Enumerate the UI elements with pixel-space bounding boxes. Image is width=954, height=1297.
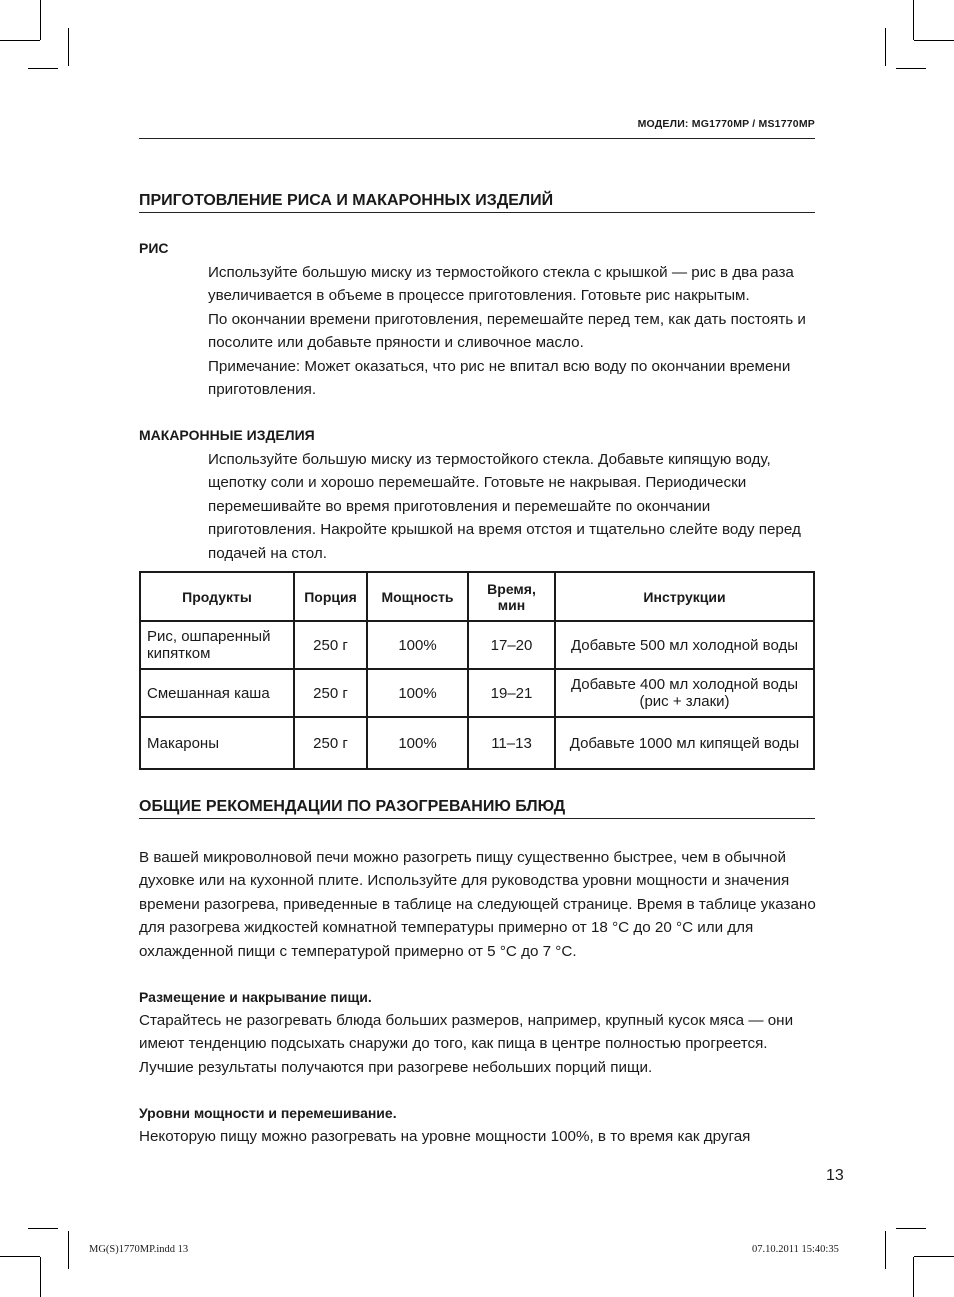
rice-text — [208, 261, 820, 401]
crop-mark — [68, 1231, 69, 1269]
power-title: Уровни мощности и перемешивание. — [139, 1105, 397, 1121]
table-cell-power: 100% — [367, 717, 468, 769]
page-number: 13 — [826, 1167, 844, 1184]
table-cell-power: 100% — [367, 669, 468, 717]
table-header-row — [140, 572, 814, 621]
crop-mark — [0, 40, 40, 41]
crop-mark — [896, 68, 926, 69]
table-cell-power: 100% — [367, 621, 468, 669]
crop-mark — [885, 1231, 886, 1269]
power-text-block — [139, 1125, 819, 1148]
date-slug: 07.10.2011 15:40:35 — [752, 1244, 839, 1255]
table-cell-instructions: Добавьте 1000 мл кипящей воды — [555, 717, 814, 769]
table-cell-portion: 250 г — [294, 621, 367, 669]
table-cell-portion: 250 г — [294, 717, 367, 769]
subsection-title-pasta: МАКАРОННЫЕ ИЗДЕЛИЯ — [139, 427, 315, 443]
rice-paragraph-2: По окончании времени приготовления, перемешайте перед тем, как дать постоять и посолите или добавьте пряности и сливочное масло. — [208, 310, 806, 352]
file-slug: MG(S)1770MP.indd 13 — [89, 1244, 189, 1255]
placement-text: Старайтесь не разогревать блюда больших размеров, например, крупный кусок мяса — они имеют тенденцию подсыхать снаружи до того, как пища в центре полностью прогреется. Лучшие результаты получаются при разогреве небольших порций пищи. — [139, 1012, 794, 1076]
table-cell-product: Рис, ошпаренный кипятком — [140, 621, 294, 669]
crop-mark — [40, 0, 41, 40]
table-row — [140, 717, 814, 769]
crop-mark — [914, 40, 954, 41]
rice-paragraph-1: Используйте большую миску из термостойкого стекла с крышкой — рис в два раза увеличивается в объеме в процессе приготовления. Готовьте рис накрытым. — [208, 264, 794, 305]
crop-mark — [28, 68, 58, 69]
column-header: Инструкции — [555, 572, 814, 621]
placement-title: Размещение и накрывание пищи. — [139, 989, 372, 1005]
crop-mark — [0, 1256, 40, 1257]
power-text: Некоторую пищу можно разогревать на уровне мощности 100%, в то время как другая — [139, 1128, 751, 1145]
column-header: Мощность — [367, 572, 468, 621]
subsection-title-rice: РИС — [139, 240, 169, 256]
crop-mark — [40, 1257, 41, 1297]
pasta-text — [208, 448, 820, 565]
crop-mark — [28, 1228, 58, 1229]
cooking-table — [139, 571, 815, 770]
table-cell-instructions: Добавьте 500 мл холодной воды — [555, 621, 814, 669]
crop-mark — [913, 1257, 914, 1297]
reheating-intro-text: В вашей микроволновой печи можно разогреть пищу существенно быстрее, чем в обычной духовке или на кухонной плите. Используйте для руководства уровни мощности и значения времени разогрева, приведенные в таблице на следующей странице. Время в таблице указано для разогрева жидкостей комнатной температуры примерно от 18 °С до 20 °С или для охлажденной пищи с температурой примерно от 5 °С до 7 °С. — [139, 849, 816, 960]
crop-mark — [885, 28, 886, 66]
crop-mark — [913, 0, 914, 40]
reheating-intro — [139, 846, 819, 963]
table-cell-product: Макароны — [140, 717, 294, 769]
table-cell-product: Смешанная каша — [140, 669, 294, 717]
section-title-rice-pasta: ПРИГОТОВЛЕНИЕ РИСА И МАКАРОННЫХ ИЗДЕЛИЙ — [139, 192, 815, 213]
crop-mark — [68, 28, 69, 66]
crop-mark — [914, 1256, 954, 1257]
column-header: Продукты — [140, 572, 294, 621]
table-cell-time: 17–20 — [468, 621, 555, 669]
table-cell-portion: 250 г — [294, 669, 367, 717]
table-cell-time: 11–13 — [468, 717, 555, 769]
table-row — [140, 669, 814, 717]
placement-text-block — [139, 1009, 819, 1079]
column-header: Время, мин — [468, 572, 555, 621]
crop-mark — [896, 1228, 926, 1229]
table-cell-instructions: Добавьте 400 мл холодной воды (рис + злаки) — [555, 669, 814, 717]
table-row — [140, 621, 814, 669]
table-cell-time: 19–21 — [468, 669, 555, 717]
column-header: Порция — [294, 572, 367, 621]
model-header: МОДЕЛИ: MG1770MP / MS1770MP — [139, 118, 815, 139]
section-title-reheating: ОБЩИЕ РЕКОМЕНДАЦИИ ПО РАЗОГРЕВАНИЮ БЛЮД — [139, 798, 815, 819]
rice-paragraph-3: Примечание: Может оказаться, что рис не впитал всю воду по окончании времени приготовления. — [208, 357, 791, 399]
pasta-paragraph-1: Используйте большую миску из термостойкого стекла. Добавьте кипящую воду, щепотку соли и хорошо перемешайте. Готовьте не накрывая. Периодически перемешивайте во время приготовления и перемешайте по окончании приготовления. Накройте крышкой на время отстоя и тщательно слейте воду перед подачей на стол. — [208, 451, 801, 562]
